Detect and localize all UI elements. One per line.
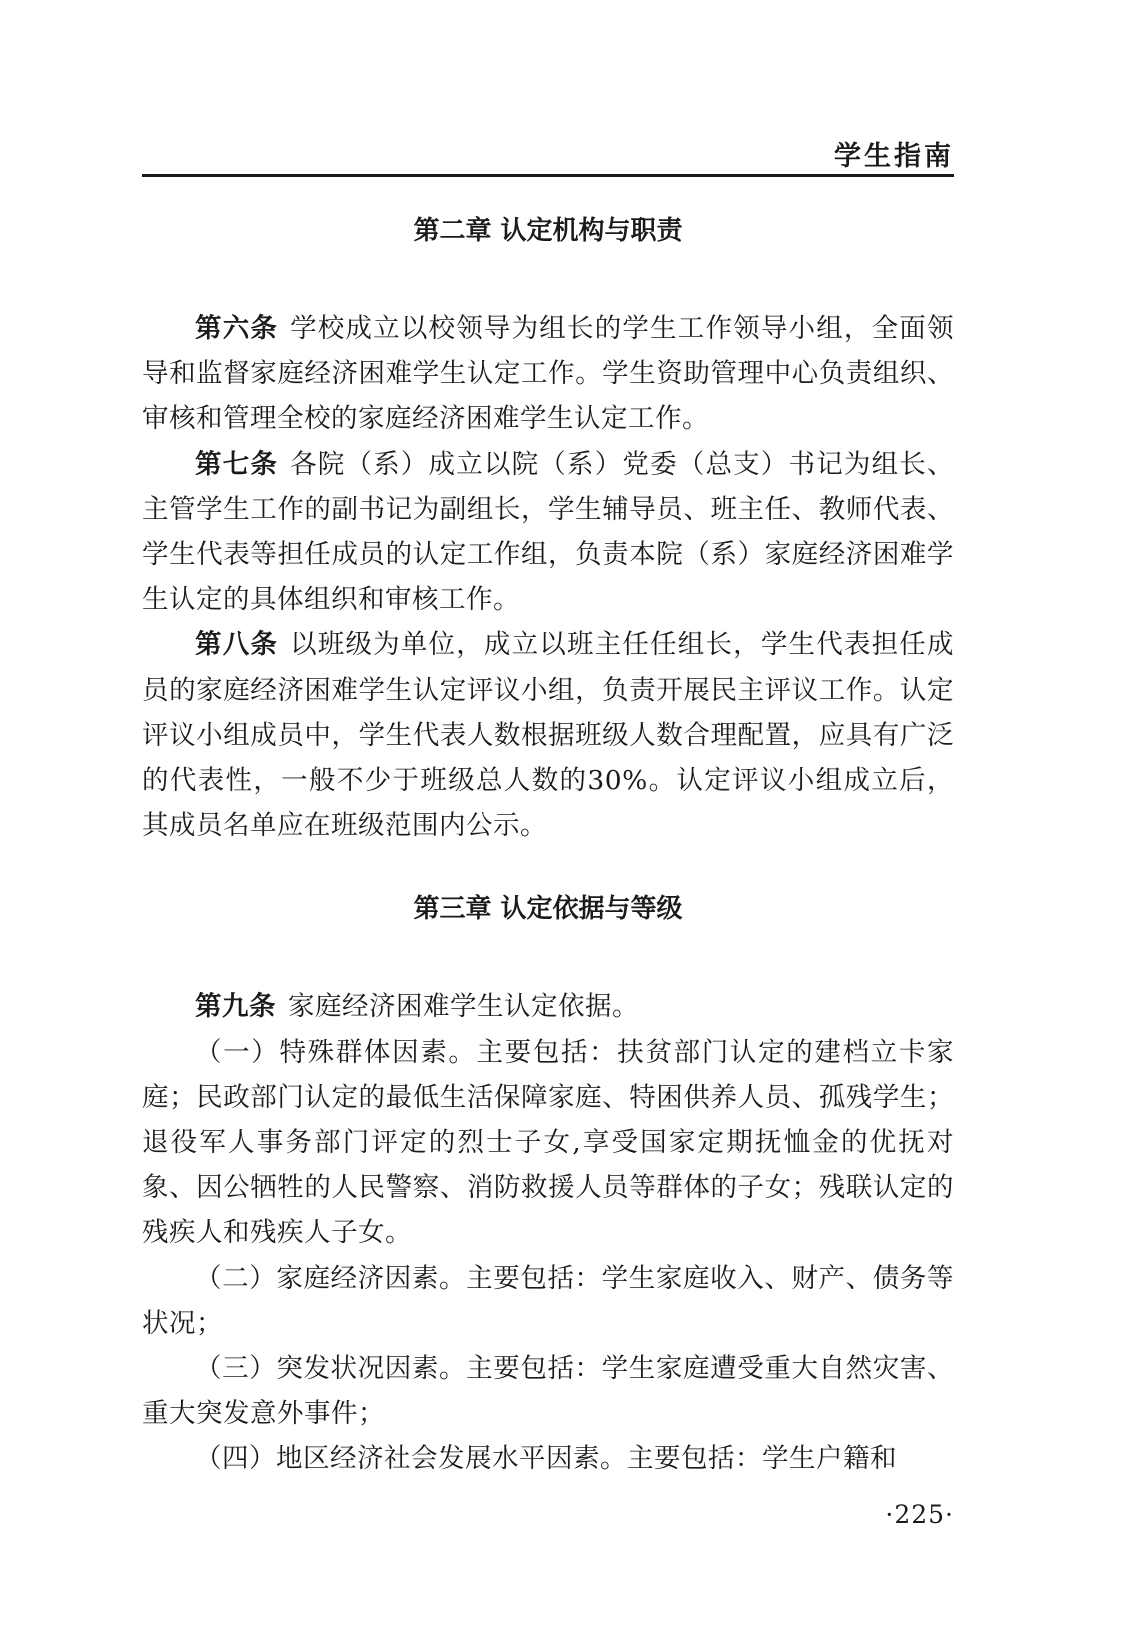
chapter-title: 第二章 认定机构与职责 (413, 216, 683, 246)
chapter-title: 第三章 认定依据与等级 (413, 894, 683, 925)
article-label: 第八条 (195, 629, 279, 661)
article-text: 各院（系）成立以院（系）党委（总支）书记为组长、主管学生工作的副书记为副组长，学生辅导员、班主任、教师代表、学生代表等担任成员的认定工作组，负责本院（系）家庭经济困难学生认定的具体组织和审核工作。 (142, 448, 955, 616)
running-header (142, 128, 954, 177)
article-label: 第九条 (195, 991, 276, 1023)
article-text: 以班级为单位，成立以班主任任组长，学生代表担任成员的家庭经济困难学生认定评议小组，负责开展民主评议工作。认定评议小组成员中，学生代表人数根据班级人数合理配置，应具有广泛的代表性，一般不少于班级总人数的30%。认定评议小组成立后，其成员名单应在班级范围内公示。 (142, 629, 955, 842)
article-text: 家庭经济困难学生认定依据。 (288, 991, 639, 1023)
article-label: 第六条 (195, 313, 279, 344)
article-label: 第七条 (195, 448, 279, 480)
list-item: （二）家庭经济因素。主要包括：学生家庭收入、财产、债务等状况； (142, 1262, 954, 1339)
article-paragraph (142, 984, 954, 1029)
article-paragraph (142, 622, 954, 848)
article-text: 学校成立以校领导为组长的学生工作领导小组，全面领导和监督家庭经济困难学生认定工作。学生资助管理中心负责组织、审核和管理全校的家庭经济困难学生认定工作。 (142, 313, 955, 435)
list-item: （一）特殊群体因素。主要包括：扶贫部门认定的建档立卡家庭；民政部门认定的最低生活保障家庭、特困供养人员、孤残学生；退役军人事务部门评定的烈士子女,享受国家定期抚恤金的优抚对象、因公牺牲的人民警察、消防救援人员等群体的子女；残联认定的残疾人和残疾人子女。 (142, 1036, 954, 1249)
article-paragraph (142, 442, 954, 623)
list-item: （三）突发状况因素。主要包括：学生家庭遭受重大自然灾害、重大突发意外事件； (142, 1353, 954, 1430)
page-content (142, 200, 954, 1482)
page-number: ·225· (885, 1500, 954, 1529)
header-title: 学生指南 (834, 141, 954, 172)
list-item: （四）地区经济社会发展水平因素。主要包括：学生户籍和 (195, 1443, 897, 1475)
article-paragraph (142, 306, 954, 442)
